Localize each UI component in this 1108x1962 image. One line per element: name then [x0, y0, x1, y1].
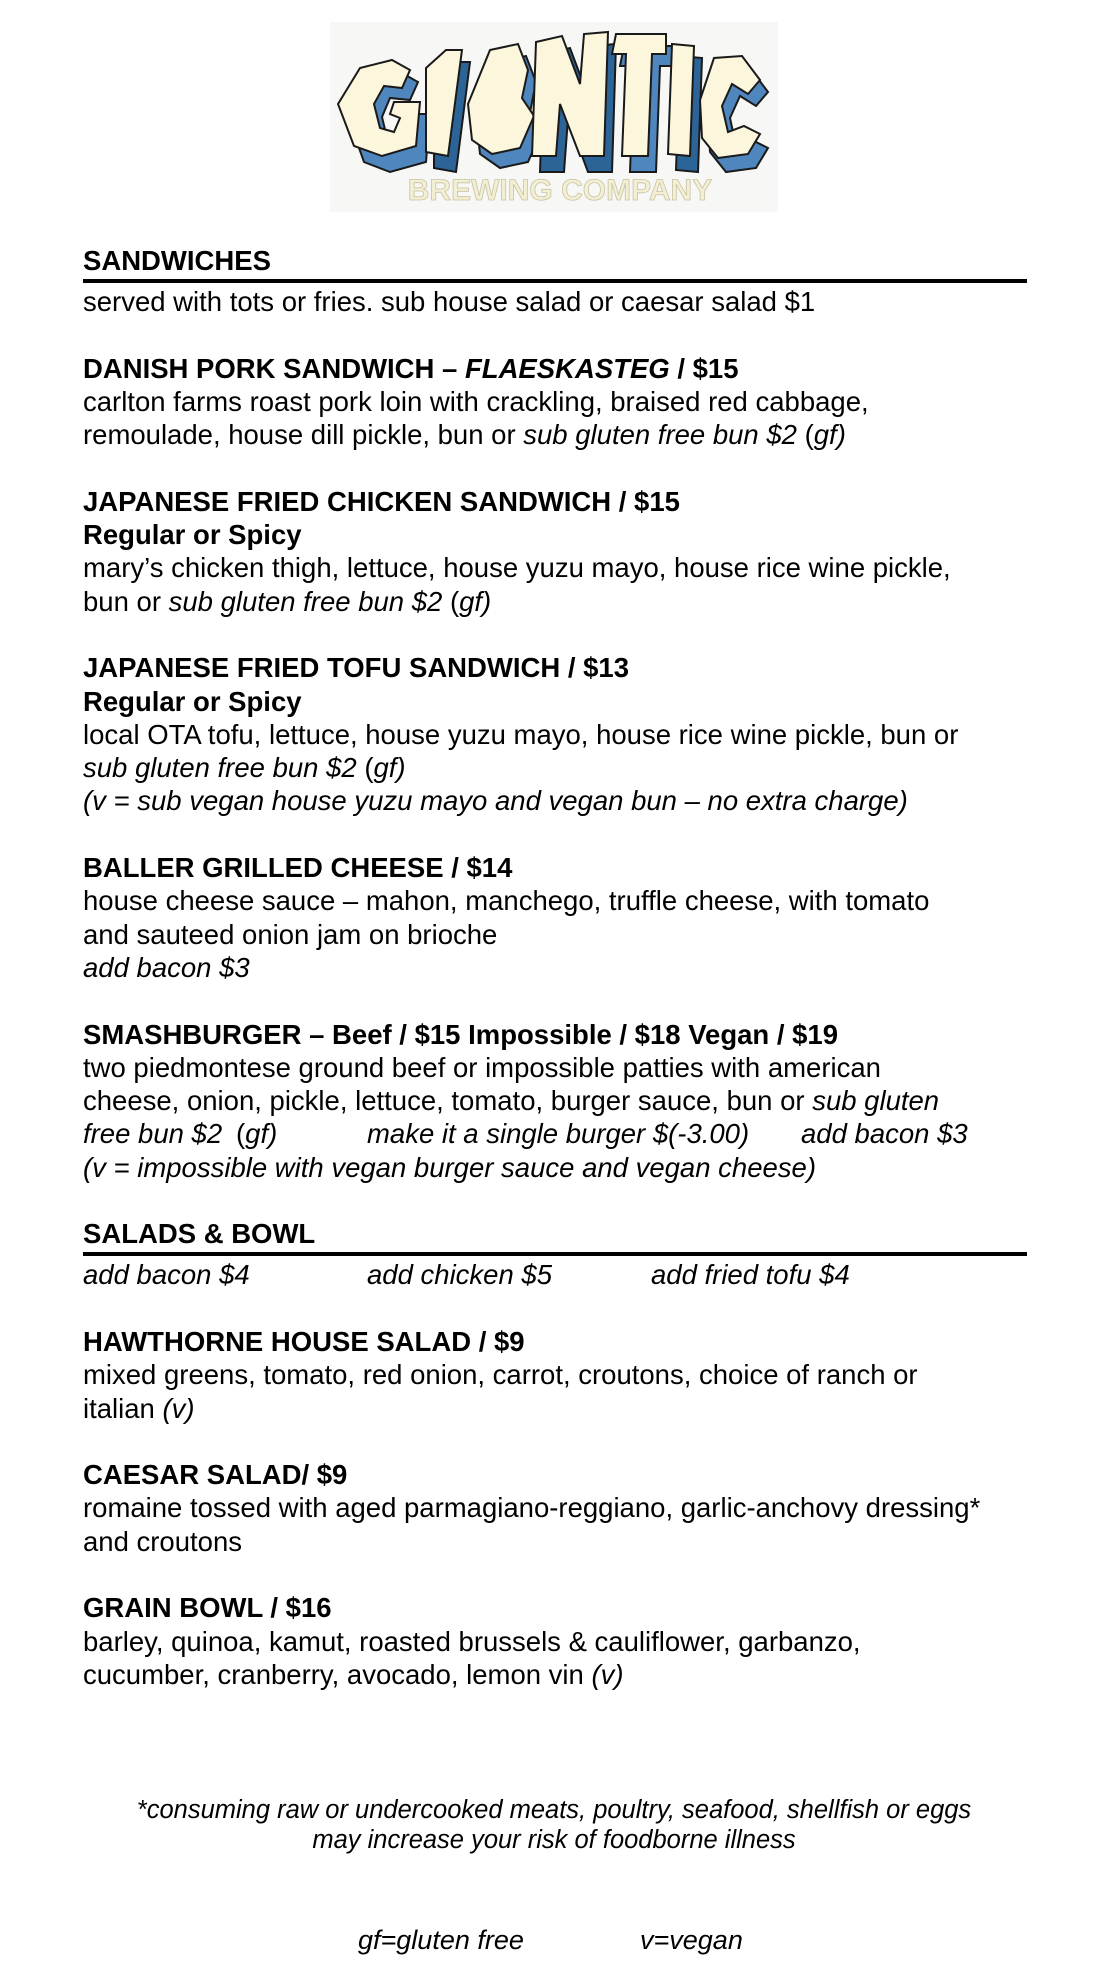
item-title: GRAIN BOWL / $16: [83, 1592, 332, 1624]
gf-tag: (gf): [236, 1118, 278, 1150]
addon-chicken: add chicken $5: [367, 1259, 552, 1291]
legend-gluten-free: gf=gluten free: [358, 1925, 524, 1955]
item-description: bun or sub gluten free bun $2 (gf): [83, 585, 492, 617]
menu-item-hawthorne-house-salad: [83, 1325, 1027, 1425]
menu-item-japanese-fried-tofu: [83, 651, 1027, 817]
section-header-salads: SALADS & BOWL: [83, 1218, 316, 1250]
item-addon: add bacon $3: [83, 951, 250, 983]
item-title: CAESAR SALAD/ $9: [83, 1459, 348, 1491]
item-description: cucumber, cranberry, avocado, lemon vin (v): [83, 1658, 624, 1690]
menu-item-caesar-salad: [83, 1458, 1027, 1558]
item-description: two piedmontese ground beef or impossible patties with american: [83, 1051, 881, 1083]
menu-item-baller-grilled-cheese: [83, 851, 1027, 984]
logo-subtitle: BREWING COMPANY: [407, 174, 713, 207]
item-title: JAPANESE FRIED TOFU SANDWICH / $13: [83, 652, 630, 684]
item-title: JAPANESE FRIED CHICKEN SANDWICH / $15: [83, 485, 680, 517]
item-description: cheese, onion, pickle, lettuce, tomato, burger sauce, bun or sub gluten: [83, 1085, 940, 1117]
item-description: and croutons: [83, 1525, 242, 1557]
menu-item-danish-pork: [83, 352, 1027, 452]
item-description: mary’s chicken thigh, lettuce, house yuzu mayo, house rice wine pickle,: [83, 552, 951, 584]
item-description: house cheese sauce – mahon, manchego, truffle cheese, with tomato: [83, 885, 930, 917]
legend-vegan: v=vegan: [640, 1925, 743, 1955]
sandwiches-note: served with tots or fries. sub house salad or caesar salad $1: [83, 286, 816, 317]
item-options: free bun $2 (gf) make it a single burger $(-3.00) add bacon $3: [83, 1118, 968, 1150]
item-description: romaine tossed with aged parmagiano-reggiano, garlic-anchovy dressing*: [83, 1492, 981, 1524]
item-title: DANISH PORK SANDWICH – FLAESKASTEG / $15: [83, 352, 739, 384]
item-description: sub gluten free bun $2 (gf): [83, 752, 406, 784]
addon-fried-tofu: add fried tofu $4: [651, 1259, 850, 1291]
item-subtitle: Regular or Spicy: [83, 685, 302, 717]
item-description: local OTA tofu, lettuce, house yuzu mayo, house rice wine pickle, bun or: [83, 718, 959, 750]
item-title: HAWTHORNE HOUSE SALAD / $9: [83, 1325, 525, 1357]
section-header-sandwiches: SANDWICHES: [83, 245, 271, 276]
item-title: BALLER GRILLED CHEESE / $14: [83, 852, 513, 884]
item-description: carlton farms roast pork loin with crackling, braised red cabbage,: [83, 385, 869, 417]
gigantic-brewing-logo: [330, 22, 778, 212]
raw-food-warning: *consuming raw or undercooked meats, poultry, seafood, shellfish or eggs may increase your risk of foodborne illness: [136, 1796, 972, 1854]
section-divider: [83, 279, 1027, 283]
menu-item-japanese-fried-chicken: [83, 485, 1027, 618]
item-description: italian (v): [83, 1392, 195, 1424]
item-title: SMASHBURGER – Beef / $15 Impossible / $18 Vegan / $19: [83, 1018, 839, 1050]
menu-content: [83, 244, 1027, 1691]
salad-addons: [83, 1258, 1027, 1291]
item-vegan-note: (v = sub vegan house yuzu mayo and vegan bun – no extra charge): [83, 785, 908, 817]
item-description: barley, quinoa, kamut, roasted brussels & cauliflower, garbanzo,: [83, 1625, 861, 1657]
menu-item-smashburger: [83, 1018, 1027, 1184]
menu-item-grain-bowl: [83, 1591, 1027, 1691]
logo-graphic: [330, 22, 778, 212]
item-vegan-note: (v = impossible with vegan burger sauce and vegan cheese): [83, 1151, 816, 1183]
section-divider: [83, 1252, 1027, 1256]
addon-bacon: add bacon $4: [83, 1259, 250, 1291]
item-description: remoulade, house dill pickle, bun or sub gluten free bun $2 (gf): [83, 419, 846, 451]
item-subtitle: Regular or Spicy: [83, 519, 302, 551]
item-description: mixed greens, tomato, red onion, carrot, croutons, choice of ranch or: [83, 1359, 918, 1391]
item-description: and sauteed onion jam on brioche: [83, 918, 498, 950]
